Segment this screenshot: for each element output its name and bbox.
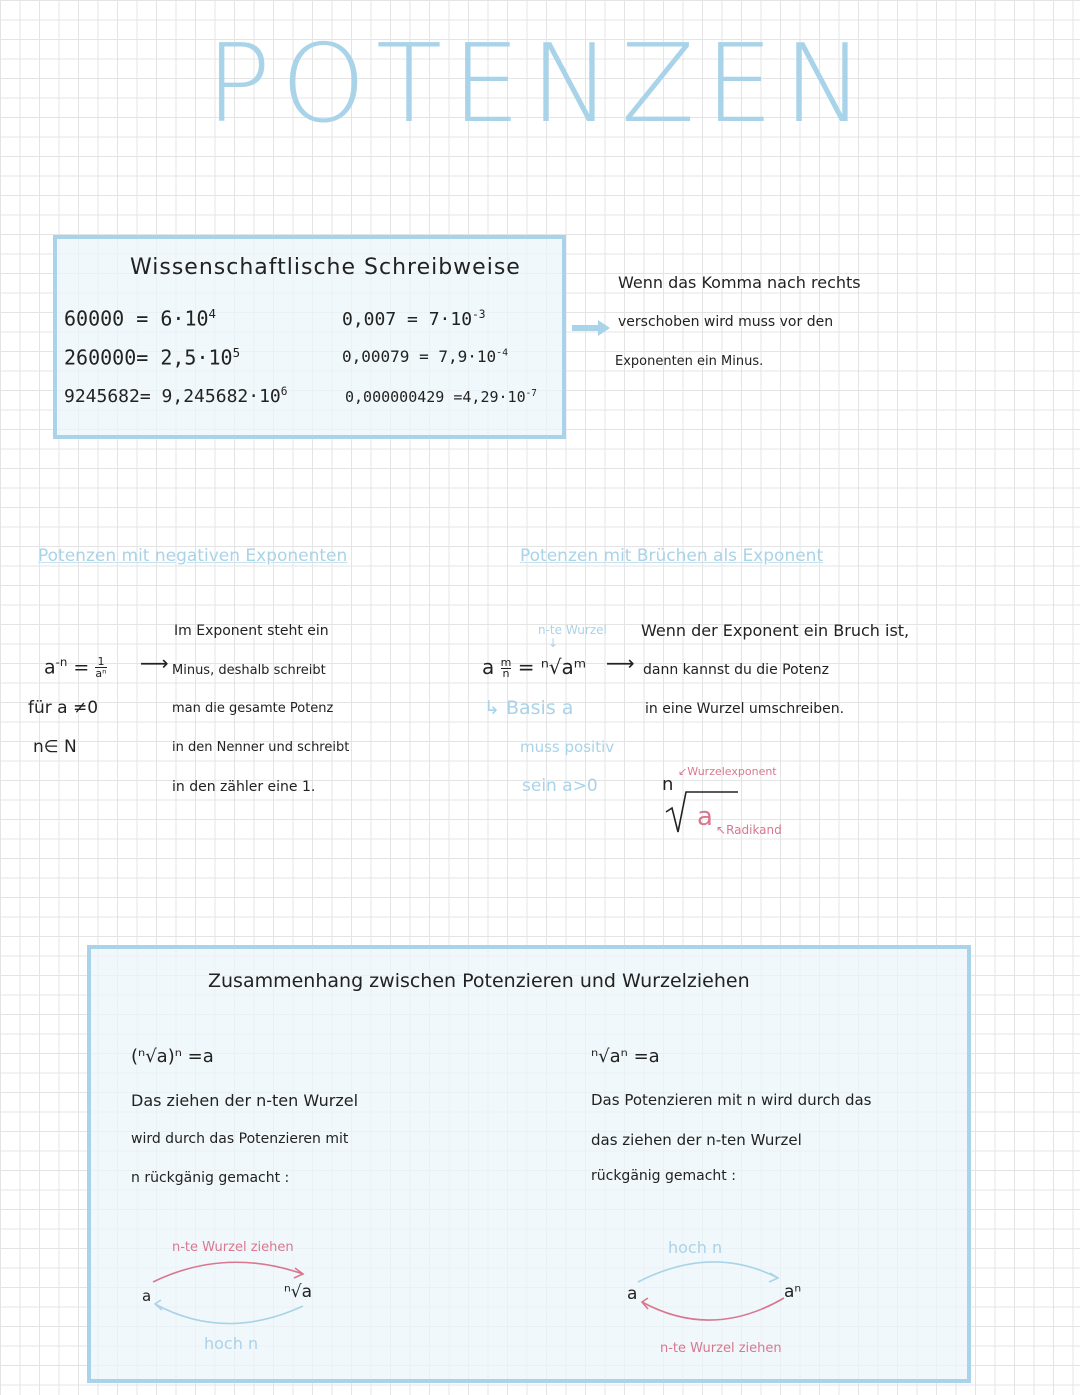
left-diagram-to: ⁿ√a — [284, 1282, 313, 1302]
nth-root-label: n-te Wurzel — [538, 623, 607, 637]
left-diagram-from: a — [142, 1287, 152, 1305]
relation-left-formula: (ⁿ√a)ⁿ =a — [131, 1046, 214, 1067]
fraction-text-2: dann kannst du die Potenz — [643, 662, 829, 678]
sci-left-row-2: $260000= 2,5\cdot 10^5$ — [64, 345, 241, 370]
root-index: n — [662, 774, 674, 795]
sci-left-row-1: $60000 = 6\cdot 10^4$ — [64, 306, 216, 331]
basis-line-2: muss positiv — [520, 738, 615, 756]
negative-text-1: Im Exponent steht ein — [174, 623, 329, 639]
relation-left-text-1: Das ziehen der n-ten Wurzel — [131, 1091, 359, 1110]
radicand: a — [697, 802, 713, 832]
negative-text-3: man die gesamte Potenz — [172, 701, 334, 716]
relation-left-text-3: n rückgänig gemacht : — [131, 1170, 290, 1186]
negative-condition-2: n∈ N — [33, 737, 77, 757]
right-diagram-to: aⁿ — [784, 1282, 802, 1302]
relation-right-text-3: rückgänig gemacht : — [591, 1168, 736, 1184]
relation-right-text-2: das ziehen der n-ten Wurzel — [591, 1131, 802, 1149]
page-title: POTENZEN — [205, 22, 875, 147]
sci-right-row-1: $0,007 = 7\cdot 10^{-3}$ — [342, 308, 486, 330]
basis-line-3: sein a>0 — [522, 776, 598, 796]
sci-note-line-2: verschoben wird muss vor den — [618, 314, 834, 330]
fraction-exponents-heading: Potenzen mit Brüchen als Exponent — [520, 546, 824, 566]
basis-line-1: ↳ Basis a — [484, 697, 574, 719]
relation-right-formula: ⁿ√aⁿ =a — [591, 1046, 660, 1067]
relation-right-text-1: Das Potenzieren mit n wird durch das — [591, 1091, 872, 1109]
root-index-label: ↙Wurzelexponent — [678, 765, 777, 778]
sci-right-row-3: $0,000000429 =4,29\cdot 10^{-7}$ — [345, 388, 537, 406]
negative-text-4: in den Nenner und schreibt — [172, 740, 350, 755]
sci-note-line-1: Wenn das Komma nach rechts — [618, 273, 861, 292]
down-arrow-icon: ↓ — [548, 636, 559, 650]
right-arrow-icon — [572, 320, 612, 336]
arrow-icon: ⟶ — [606, 651, 635, 675]
fraction-text-1: Wenn der Exponent ein Bruch ist, — [641, 621, 910, 640]
negative-exponents-heading: Potenzen mit negativen Exponenten — [38, 546, 348, 566]
left-diagram-top-label: n-te Wurzel ziehen — [172, 1240, 294, 1255]
right-diagram-top-label: hoch n — [668, 1238, 723, 1257]
sci-left-row-3: $9245682= 9,245682\cdot 10^6$ — [64, 385, 288, 407]
relation-left-text-2: wird durch das Potenzieren mit — [131, 1131, 349, 1147]
negative-text-2: Minus, deshalb schreibt — [172, 663, 326, 678]
fraction-text-3: in eine Wurzel umschreiben. — [645, 701, 845, 717]
relation-heading: Zusammenhang zwischen Potenzieren und Wurzelziehen — [208, 970, 750, 992]
scientific-heading: Wissenschaftlische Schreibweise — [130, 255, 521, 280]
sci-right-row-2: $0,00079 = 7,9\cdot 10^{-4}$ — [342, 347, 509, 366]
negative-text-5: in den zähler eine 1. — [172, 779, 316, 795]
fraction-formula: a $\frac{m}{n}$ = ⁿ√aᵐ — [482, 655, 587, 681]
right-diagram-from: a — [627, 1284, 638, 1304]
negative-condition-1: für a ≠0 — [28, 698, 99, 718]
arrow-icon: ⟶ — [140, 651, 169, 675]
sci-note-line-3: Exponenten ein Minus. — [615, 354, 764, 369]
left-diagram-bottom-label: hoch n — [204, 1334, 259, 1353]
right-diagram-arrows-icon — [632, 1252, 802, 1332]
radicand-label: ↖Radikand — [716, 823, 782, 837]
right-diagram-bottom-label: n-te Wurzel ziehen — [660, 1341, 782, 1356]
negative-formula: $a^{-n}$ = $\frac{1}{\text{aⁿ}}$ — [44, 655, 107, 681]
